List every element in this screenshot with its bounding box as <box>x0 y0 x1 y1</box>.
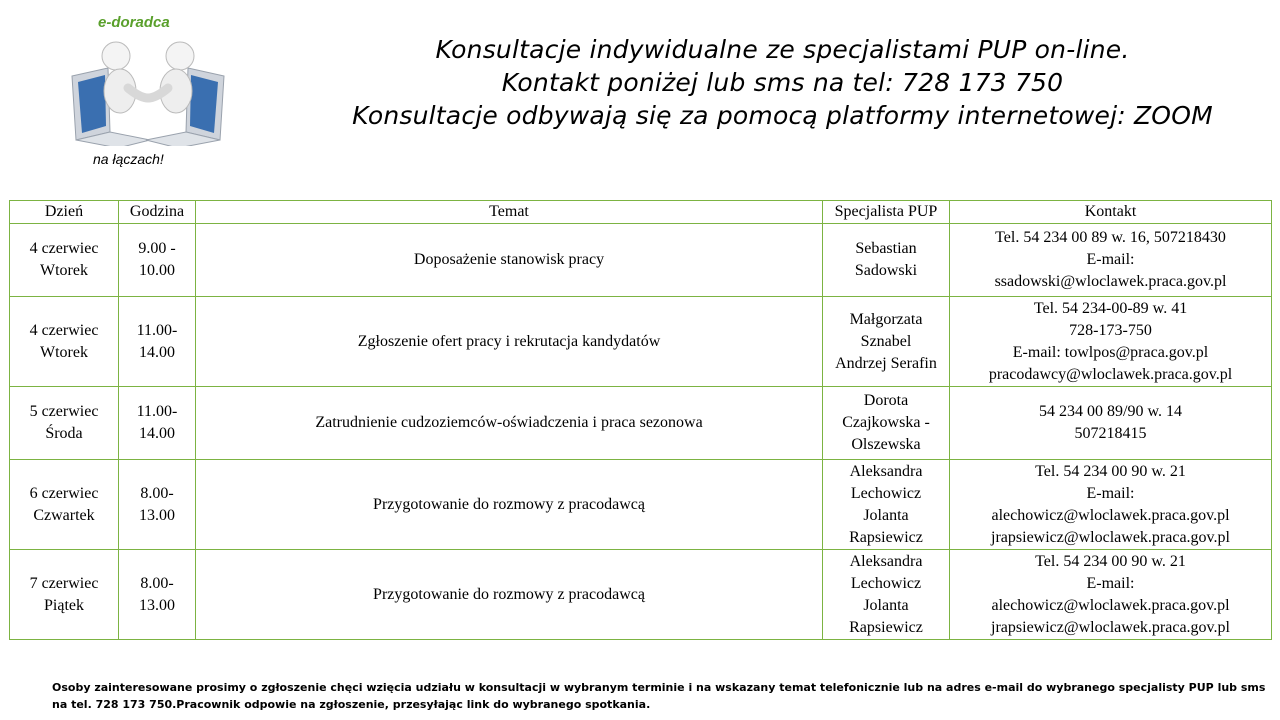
headline-line: Konsultacje indywidualne ze specjalistami PUP on-line. <box>435 35 1130 64</box>
table-row <box>10 297 1272 387</box>
hour-cell: 11.00- 14.00 <box>119 297 196 387</box>
table-row <box>10 224 1272 297</box>
contact-cell: Tel. 54 234 00 89 w. 16, 507218430 E-mail: ssadowski@wloclawek.praca.gov.pl <box>950 224 1272 297</box>
headline-line: Kontakt poniżej lub sms na tel: 728 173 750 <box>501 68 1064 97</box>
footer-note <box>52 679 1267 713</box>
topic-cell: Zgłoszenie ofert pracy i rekrutacja kandydatów <box>196 297 823 387</box>
logo-title: e-doradca <box>98 14 170 31</box>
topic-cell: Zatrudnienie cudzoziemców-oświadczenia i praca sezonowa <box>196 387 823 460</box>
day-cell: 4 czerwiec Wtorek <box>10 224 119 297</box>
contact-cell: 54 234 00 89/90 w. 14 507218415 <box>950 387 1272 460</box>
consultation-schedule-table <box>9 200 1272 640</box>
hour-cell: 8.00- 13.00 <box>119 550 196 640</box>
table-header-row <box>10 201 1272 224</box>
specialist-cell: Aleksandra Lechowicz Jolanta Rapsiewicz <box>823 550 950 640</box>
header-hour: Godzina <box>119 201 196 224</box>
day-cell: 5 czerwiec Środa <box>10 387 119 460</box>
contact-cell: Tel. 54 234-00-89 w. 41 728-173-750 E-mail: towlpos@praca.gov.pl pracodawcy@wloclawek.praca.gov.pl <box>950 297 1272 387</box>
hour-cell: 11.00- 14.00 <box>119 387 196 460</box>
contact-cell: Tel. 54 234 00 90 w. 21 E-mail: alechowicz@wloclawek.praca.gov.pl jrapsiewicz@wloclawek.praca.gov.pl <box>950 550 1272 640</box>
specialist-cell: Małgorzata Sznabel Andrzej Serafin <box>823 297 950 387</box>
hour-cell: 9.00 - 10.00 <box>119 224 196 297</box>
day-cell: 6 czerwiec Czwartek <box>10 460 119 550</box>
topic-cell: Przygotowanie do rozmowy z pracodawcą <box>196 460 823 550</box>
logo-subtitle: na łączach! <box>93 151 164 167</box>
table-row <box>10 387 1272 460</box>
day-cell: 7 czerwiec Piątek <box>10 550 119 640</box>
header-contact: Kontakt <box>950 201 1272 224</box>
day-cell: 4 czerwiec Wtorek <box>10 297 119 387</box>
specialist-cell: Dorota Czajkowska - Olszewska <box>823 387 950 460</box>
topic-cell: Przygotowanie do rozmowy z pracodawcą <box>196 550 823 640</box>
table-row <box>10 550 1272 640</box>
e-doradca-logo <box>58 8 238 173</box>
hour-cell: 8.00- 13.00 <box>119 460 196 550</box>
header-day: Dzień <box>10 201 119 224</box>
headline-line: Konsultacje odbywają się za pomocą platformy internetowej: ZOOM <box>352 101 1213 130</box>
footer-line: na tel. 728 173 750.Pracownik odpowie na zgłoszenie, przesyłając link do wybranego spotkania. <box>52 698 651 711</box>
specialist-cell: Sebastian Sadowski <box>823 224 950 297</box>
contact-cell: Tel. 54 234 00 90 w. 21 E-mail: alechowicz@wloclawek.praca.gov.pl jrapsiewicz@wloclawek.praca.gov.pl <box>950 460 1272 550</box>
header-topic: Temat <box>196 201 823 224</box>
handshake-laptops-icon <box>58 36 238 146</box>
specialist-cell: Aleksandra Lechowicz Jolanta Rapsiewicz <box>823 460 950 550</box>
header-specialist: Specjalista PUP <box>823 201 950 224</box>
footer-line: Osoby zainteresowane prosimy o zgłoszenie chęci wzięcia udziału w konsultacji w wybranym terminie i na wskazany temat telefonicznie lub na adres e-mail do wybranego specjalisty PUP lub sms <box>52 681 1266 694</box>
topic-cell: Doposażenie stanowisk pracy <box>196 224 823 297</box>
table-row <box>10 460 1272 550</box>
headline <box>290 33 1275 132</box>
